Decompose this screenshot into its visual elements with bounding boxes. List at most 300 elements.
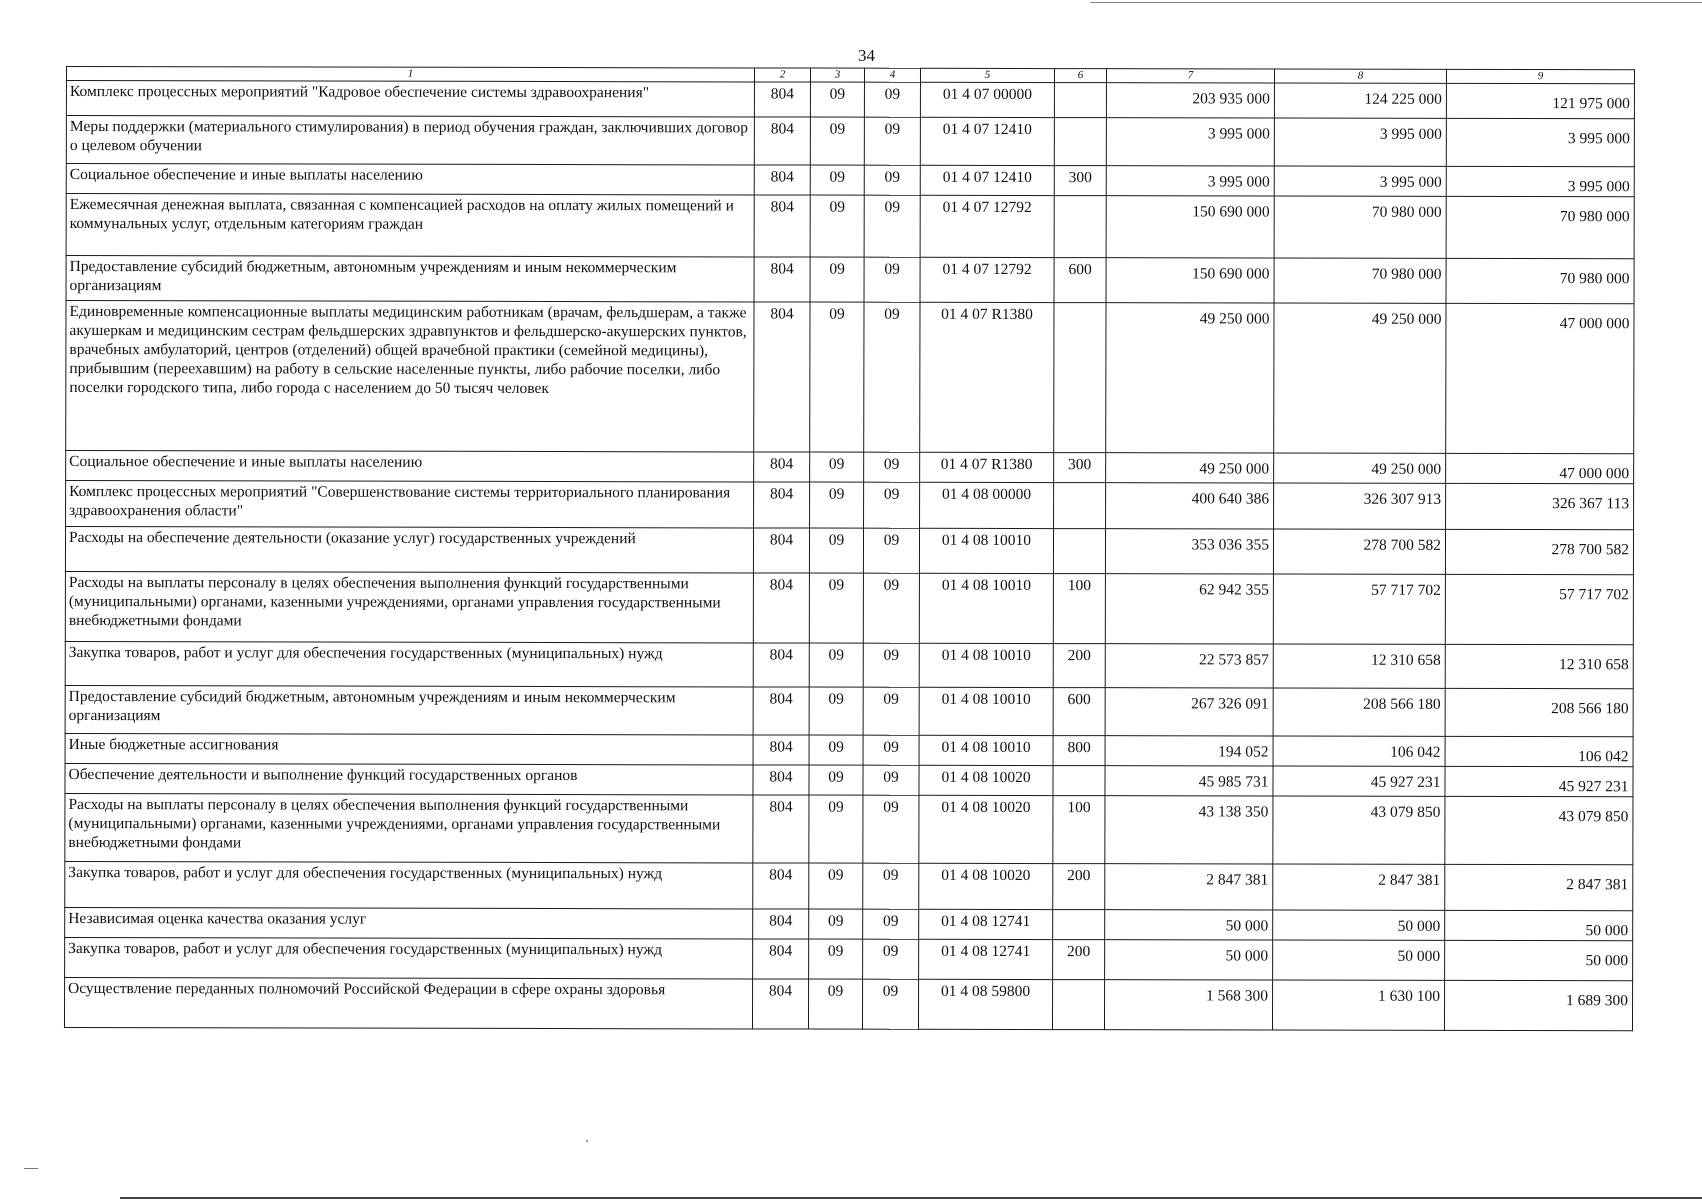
row-section-code-text: 09	[827, 912, 844, 930]
table-row	[65, 571, 1633, 644]
row-amount-col9	[1446, 196, 1634, 258]
row-amount-col9-text: 278 700 582	[1551, 541, 1630, 559]
col-header-3: 3	[810, 68, 864, 82]
row-subsection-code-text: 09	[883, 455, 900, 473]
row-name-text: Социальное обеспечение и иные выплаты населению	[69, 166, 423, 184]
row-amount-col9-text: 326 367 113	[1552, 495, 1630, 513]
row-amount-col8	[1272, 980, 1444, 1030]
row-amount-col9	[1445, 910, 1633, 940]
row-amount-col9-text: 57 717 702	[1559, 586, 1629, 604]
row-amount-col8	[1274, 83, 1446, 118]
row-name-text: Независимая оценка качества оказания услуг	[68, 910, 367, 928]
row-expense-type-text: 600	[1068, 261, 1092, 279]
row-target-article-text: 01 4 07 00000	[942, 85, 1033, 104]
row-section-code-text: 09	[828, 531, 845, 549]
row-amount-col8-text: 1 630 100	[1378, 987, 1441, 1005]
row-subsection-code-text: 09	[883, 738, 899, 756]
scan-edge-bottom	[120, 1197, 1702, 1199]
row-amount-col8-text: 3 995 000	[1379, 125, 1442, 143]
row-section-code-text: 09	[829, 305, 845, 323]
row-name-text: Комплекс процессных мероприятий "Совершенствование системы территориального планирования здравоохранения области"	[69, 483, 731, 520]
row-target-article-text: 01 4 07 12792	[942, 198, 1032, 217]
row-section-code-text: 09	[828, 646, 845, 664]
row-amount-col7	[1105, 864, 1273, 910]
row-name	[65, 861, 753, 908]
row-amount-col9	[1445, 940, 1633, 980]
row-amount-col9-text: 121 975 000	[1552, 95, 1630, 113]
row-ministry-code	[754, 452, 810, 482]
row-section-code	[810, 257, 864, 302]
row-target-article	[918, 979, 1052, 1029]
row-amount-col9	[1446, 258, 1634, 303]
row-name-text: Расходы на выплаты персоналу в целях обеспечения выполнения функций государственными (муниципальными) органами, казенными учреждениями, органами управления государственными внебюджетными фондами	[68, 796, 721, 852]
row-ministry-code-text: 804	[769, 738, 793, 756]
row-name-text: Закупка товаров, работ и услуг для обеспечения государственных (муниципальных) нужд	[68, 940, 663, 959]
row-amount-col7-text: 353 036 355	[1191, 536, 1270, 554]
row-ministry-code	[753, 573, 809, 643]
row-section-code	[810, 82, 864, 117]
row-target-article	[919, 735, 1053, 765]
row-name	[65, 763, 753, 794]
row-section-code	[808, 979, 862, 1029]
row-amount-col7-text: 50 000	[1225, 947, 1269, 965]
row-target-article-text: 01 4 08 10010	[941, 531, 1032, 550]
row-amount-col7	[1106, 483, 1274, 529]
row-section-code-text: 09	[828, 738, 844, 756]
row-name-text: Закупка товаров, работ и услуг для обеспечения государственных (муниципальных) нужд	[68, 644, 663, 663]
row-name-text: Единовременные компенсационные выплаты медицинским работникам (врачам, фельдшерам, а также акушеркам и медицинским сестрам фельдшерских здравпунктов и фельдшерско-акушерских пунктов, врачебных амбулаторий, центров (отделений) общей врачебной практики (семейной медицины), прибывшим (переехавшим) на работу в сельские населенные пункты, либо рабочие поселки, либо поселки городского типа, либо города с населением до 50 тысяч человек	[69, 303, 747, 398]
row-ministry-code-text: 804	[770, 85, 795, 103]
row-amount-col7-text: 45 985 731	[1198, 773, 1269, 791]
table-row	[65, 907, 1633, 940]
row-subsection-code	[863, 528, 919, 573]
row-amount-col8-text: 70 980 000	[1371, 203, 1442, 221]
row-amount-col9	[1445, 529, 1633, 574]
row-target-article	[920, 257, 1054, 302]
row-amount-col9-text: 3 995 000	[1567, 130, 1630, 148]
row-name-text: Ежемесячная денежная выплата, связанная с компенсацией расходов на оплату жилых помещений и коммунальных услуг, отдельным категориям граждан	[69, 196, 734, 233]
row-amount-col9-text: 43 079 850	[1558, 808, 1629, 826]
row-amount-col8	[1274, 453, 1446, 483]
row-amount-col8-text: 49 250 000	[1371, 310, 1442, 328]
row-expense-type	[1053, 688, 1105, 736]
row-amount-col8	[1274, 483, 1446, 529]
row-expense-type	[1054, 83, 1106, 118]
scan-mark	[24, 1168, 38, 1169]
row-subsection-code-text: 09	[883, 485, 900, 503]
row-section-code	[809, 795, 863, 863]
row-ministry-code-text: 804	[770, 120, 795, 138]
row-section-code-text: 09	[828, 576, 845, 594]
row-subsection-code	[864, 117, 920, 165]
row-amount-col8	[1274, 166, 1446, 196]
row-subsection-code	[864, 195, 920, 257]
row-subsection-code-text: 09	[884, 305, 900, 323]
row-name-text: Предоставление субсидий бюджетным, автономным учреждениям и иным некоммерческим организациям	[68, 688, 676, 725]
row-amount-col7-text: 3 995 000	[1207, 125, 1270, 143]
row-amount-col9-text: 70 980 000	[1559, 270, 1630, 288]
row-expense-type	[1053, 574, 1105, 644]
row-ministry-code-text: 804	[770, 455, 794, 473]
row-expense-type	[1053, 940, 1105, 980]
row-name-text: Иные бюджетные ассигнования	[68, 736, 279, 754]
row-amount-col7	[1106, 258, 1274, 303]
row-amount-col9-text: 70 980 000	[1559, 208, 1630, 226]
row-expense-type-text: 100	[1067, 577, 1092, 595]
row-expense-type-text: 600	[1067, 691, 1091, 709]
row-ministry-code-text: 804	[769, 485, 794, 503]
row-ministry-code	[753, 939, 809, 979]
row-subsection-code	[864, 82, 920, 117]
row-expense-type	[1054, 303, 1106, 453]
table-row	[65, 861, 1633, 910]
row-expense-type	[1053, 796, 1105, 864]
row-section-code	[809, 863, 863, 909]
row-expense-type	[1052, 980, 1104, 1030]
row-target-article	[919, 795, 1053, 863]
row-ministry-code	[753, 528, 809, 573]
row-target-article	[919, 643, 1053, 687]
row-section-code	[809, 528, 863, 573]
row-amount-col8-text: 2 847 381	[1378, 871, 1441, 889]
row-target-article	[919, 528, 1053, 573]
row-section-code-text: 09	[829, 198, 845, 216]
row-target-article	[919, 863, 1053, 909]
row-amount-col9-text: 106 042	[1578, 748, 1629, 766]
row-ministry-code-text: 804	[769, 942, 793, 960]
row-target-article-text: 01 4 08 10010	[941, 690, 1031, 709]
row-amount-col7	[1105, 688, 1273, 736]
row-subsection-code	[864, 257, 920, 302]
row-section-code	[810, 165, 864, 195]
row-subsection-code	[863, 735, 919, 765]
row-ministry-code	[754, 195, 810, 257]
row-amount-col7	[1105, 529, 1273, 574]
row-amount-col7	[1106, 453, 1274, 483]
row-amount-col7-text: 203 935 000	[1192, 90, 1270, 108]
row-amount-col7	[1104, 980, 1272, 1030]
row-name	[66, 301, 754, 452]
table-row	[65, 733, 1633, 766]
row-name	[65, 641, 753, 686]
row-amount-col8	[1273, 574, 1445, 644]
row-subsection-code-text: 09	[882, 912, 899, 930]
row-subsection-code	[863, 863, 919, 909]
table-row	[65, 641, 1633, 688]
row-name-text: Закупка товаров, работ и услуг для обеспечения государственных (муниципальных) нужд	[68, 864, 663, 883]
row-amount-col8	[1274, 118, 1446, 166]
row-amount-col7	[1106, 303, 1274, 453]
row-amount-col7-text: 43 138 350	[1198, 803, 1269, 821]
row-ministry-code	[754, 165, 810, 195]
row-amount-col9	[1446, 453, 1634, 483]
row-ministry-code	[753, 909, 809, 939]
table-row	[64, 977, 1632, 1030]
row-ministry-code-text: 804	[770, 198, 794, 216]
table-row	[65, 793, 1633, 864]
col-header-1: 1	[66, 67, 754, 82]
row-subsection-code-text: 09	[882, 982, 899, 1000]
row-expense-type	[1053, 644, 1105, 688]
row-amount-col8	[1273, 688, 1445, 736]
row-amount-col7-text: 49 250 000	[1199, 460, 1270, 478]
row-target-article-text: 01 4 08 10010	[941, 576, 1031, 595]
row-name-text: Меры поддержки (материального стимулирования) в период обучения граждан, заключивших договор о целевом обучении	[69, 118, 749, 155]
row-amount-col8-text: 278 700 582	[1363, 536, 1442, 554]
row-name-text: Социальное обеспечение и иные выплаты населению	[69, 453, 423, 471]
row-amount-col9-text: 208 566 180	[1551, 700, 1629, 718]
row-amount-col7-text: 267 326 091	[1191, 695, 1269, 713]
row-name	[65, 685, 753, 734]
row-target-article-text: 01 4 08 10010	[941, 738, 1031, 757]
row-target-article	[919, 687, 1053, 735]
row-target-article-text: 01 4 07 R1380	[940, 455, 1033, 474]
row-amount-col9-text: 47 000 000	[1559, 315, 1630, 333]
row-target-article	[920, 482, 1054, 528]
row-name-text: Расходы на выплаты персоналу в целях обеспечения выполнения функций государственными (муниципальными) органами, казенными учреждениями, органами управления государственными внебюджетными фондами	[68, 574, 721, 630]
row-amount-col7-text: 400 640 386	[1191, 490, 1270, 508]
row-amount-col8	[1273, 940, 1445, 980]
col-header-9: 9	[1446, 69, 1634, 83]
row-expense-type	[1053, 736, 1105, 766]
row-amount-col7	[1105, 910, 1273, 940]
table-row	[66, 301, 1634, 454]
row-target-article-text: 01 4 08 10020	[941, 866, 1031, 885]
row-expense-type	[1054, 258, 1106, 303]
page-number: 34	[858, 46, 875, 65]
row-amount-col7	[1105, 644, 1273, 688]
row-name	[64, 977, 752, 1028]
row-amount-col8	[1273, 529, 1445, 574]
row-ministry-code-text: 804	[768, 982, 793, 1000]
row-section-code	[809, 687, 863, 735]
row-amount-col9	[1445, 644, 1633, 688]
row-amount-col9	[1446, 303, 1634, 453]
row-amount-col8	[1273, 736, 1445, 766]
row-amount-col9-text: 50 000	[1585, 952, 1629, 970]
table-row	[66, 194, 1634, 259]
row-amount-col8-text: 50 000	[1397, 917, 1441, 935]
row-subsection-code-text: 09	[883, 646, 900, 664]
row-amount-col7	[1106, 166, 1274, 196]
row-amount-col8-text: 12 310 658	[1370, 651, 1441, 669]
row-name	[66, 81, 754, 117]
row-section-code-text: 09	[829, 120, 846, 138]
row-target-article	[919, 909, 1053, 939]
row-subsection-code-text: 09	[883, 768, 899, 786]
row-amount-col8	[1274, 196, 1446, 258]
row-target-article	[920, 82, 1054, 117]
row-ministry-code	[753, 735, 809, 765]
row-amount-col8	[1273, 910, 1445, 940]
row-section-code	[809, 765, 863, 795]
row-ministry-code	[753, 863, 809, 909]
row-subsection-code	[863, 795, 919, 863]
row-ministry-code-text: 804	[769, 531, 794, 549]
row-amount-col8-text: 106 042	[1390, 743, 1441, 761]
row-subsection-code	[864, 165, 920, 195]
row-amount-col8-text: 43 079 850	[1370, 803, 1441, 821]
col-header-6: 6	[1054, 69, 1106, 83]
row-target-article-text: 01 4 08 10020	[941, 768, 1031, 787]
row-amount-col9-text: 47 000 000	[1559, 465, 1630, 483]
row-name-text: Осуществление переданных полномочий Российской Федерации в сфере охраны здоровья	[68, 980, 666, 999]
row-name	[66, 116, 754, 165]
row-expense-type-text: 200	[1067, 867, 1091, 885]
row-ministry-code-text: 804	[769, 768, 793, 786]
row-amount-col8	[1273, 766, 1445, 796]
row-expense-type-text: 300	[1068, 456, 1092, 474]
row-subsection-code-text: 09	[883, 866, 899, 884]
row-subsection-code-text: 09	[884, 260, 900, 278]
row-ministry-code-text: 804	[769, 798, 793, 816]
col-header-5: 5	[920, 68, 1054, 82]
row-section-code-text: 09	[827, 982, 844, 1000]
row-target-article-text: 01 4 08 12741	[941, 912, 1031, 931]
row-amount-col7	[1105, 940, 1273, 980]
row-amount-col7	[1105, 796, 1273, 864]
row-amount-col8-text: 3 995 000	[1379, 173, 1442, 191]
row-target-article-text: 01 4 08 10010	[941, 646, 1031, 665]
row-ministry-code-text: 804	[769, 866, 793, 884]
row-expense-type-text: 200	[1067, 647, 1091, 665]
row-expense-type-text: 200	[1067, 943, 1091, 961]
row-subsection-code-text: 09	[884, 168, 901, 186]
row-ministry-code	[754, 257, 810, 302]
row-amount-col7-text: 1 568 300	[1206, 987, 1269, 1005]
row-expense-type	[1054, 453, 1106, 483]
row-subsection-code	[862, 979, 918, 1029]
row-name	[65, 733, 753, 764]
row-subsection-code-text: 09	[883, 531, 900, 549]
row-name	[65, 937, 753, 978]
row-ministry-code	[754, 302, 810, 452]
row-subsection-code	[864, 302, 920, 452]
row-subsection-code	[863, 687, 919, 735]
scan-edge-top	[1090, 2, 1702, 3]
row-amount-col9	[1446, 118, 1634, 166]
row-subsection-code	[863, 643, 919, 687]
row-section-code-text: 09	[828, 455, 845, 473]
row-amount-col7	[1106, 118, 1274, 166]
row-amount-col9	[1445, 688, 1633, 736]
row-ministry-code-text: 804	[770, 168, 794, 186]
row-section-code-text: 09	[828, 690, 844, 708]
row-subsection-code-text: 09	[882, 942, 899, 960]
row-expense-type-text: 300	[1068, 169, 1092, 187]
table-row	[66, 256, 1634, 304]
row-expense-type-text: 800	[1067, 739, 1091, 757]
row-amount-col7-text: 2 847 381	[1206, 871, 1269, 889]
col-header-4: 4	[864, 68, 920, 82]
row-section-code-text: 09	[828, 798, 844, 816]
row-expense-type	[1054, 166, 1106, 196]
table-row	[66, 164, 1634, 197]
row-ministry-code	[754, 482, 810, 528]
row-name-text: Расходы на обеспечение деятельности (оказание услуг) государственных учреждений	[68, 529, 636, 548]
row-subsection-code	[863, 765, 919, 795]
row-target-article	[919, 939, 1053, 979]
row-amount-col9	[1445, 796, 1633, 864]
row-target-article	[920, 302, 1054, 452]
budget-table-container	[64, 66, 1634, 1031]
row-name	[66, 481, 754, 528]
row-amount-col8	[1273, 796, 1445, 864]
row-target-article-text: 01 4 07 R1380	[941, 305, 1033, 324]
row-amount-col9	[1445, 864, 1633, 910]
row-amount-col7	[1106, 83, 1274, 118]
col-header-7: 7	[1106, 69, 1274, 83]
row-target-article-text: 01 4 07 12410	[942, 168, 1032, 187]
row-section-code	[810, 117, 864, 165]
row-name	[65, 907, 753, 938]
row-section-code	[810, 302, 864, 452]
row-amount-col7-text: 194 052	[1218, 743, 1269, 761]
row-name-text: Комплекс процессных мероприятий "Кадровое обеспечение системы здравоохранения"	[69, 83, 650, 102]
row-amount-col8-text: 70 980 000	[1371, 265, 1442, 283]
row-amount-col8-text: 45 927 231	[1370, 773, 1441, 791]
table-body	[64, 81, 1634, 1031]
table-row	[66, 116, 1634, 167]
table-row	[66, 451, 1634, 484]
row-amount-col7-text: 62 942 355	[1199, 581, 1269, 599]
row-section-code	[809, 939, 863, 979]
row-name	[66, 164, 754, 195]
row-amount-col7	[1105, 574, 1273, 644]
row-section-code-text: 09	[828, 768, 844, 786]
row-ministry-code	[752, 979, 808, 1029]
row-target-article	[919, 765, 1053, 795]
row-name	[66, 451, 754, 482]
row-amount-col7-text: 50 000	[1225, 917, 1269, 935]
row-target-article-text: 01 4 08 10020	[941, 798, 1031, 817]
row-amount-col9-text: 3 995 000	[1567, 178, 1630, 196]
row-section-code-text: 09	[827, 942, 844, 960]
row-ministry-code-text: 804	[769, 646, 793, 664]
row-section-code	[810, 195, 864, 257]
row-section-code-text: 09	[829, 168, 846, 186]
row-amount-col9-text: 2 847 381	[1566, 876, 1629, 894]
budget-table	[64, 66, 1635, 1031]
row-section-code	[809, 735, 863, 765]
row-name	[66, 256, 754, 302]
row-target-article	[920, 452, 1054, 482]
row-name	[66, 194, 754, 257]
row-ministry-code-text: 804	[769, 912, 793, 930]
row-section-code	[809, 909, 863, 939]
row-amount-col9-text: 50 000	[1585, 922, 1629, 940]
row-ministry-code	[753, 643, 809, 687]
row-section-code	[809, 643, 863, 687]
row-target-article-text: 01 4 07 12410	[942, 120, 1032, 139]
row-amount-col9	[1445, 574, 1633, 644]
row-target-article	[919, 573, 1053, 643]
row-ministry-code-text: 804	[770, 260, 794, 278]
row-amount-col7-text: 150 690 000	[1192, 265, 1270, 283]
row-ministry-code	[753, 795, 809, 863]
table-row	[65, 527, 1633, 575]
table-row	[66, 81, 1634, 119]
row-section-code	[810, 482, 864, 528]
row-subsection-code-text: 09	[883, 576, 900, 594]
row-section-code-text: 09	[829, 260, 845, 278]
row-amount-col7-text: 3 995 000	[1207, 173, 1270, 191]
row-amount-col9-text: 1 689 300	[1566, 992, 1629, 1010]
table-row	[65, 763, 1633, 796]
row-expense-type-text: 100	[1067, 799, 1091, 817]
row-amount-col7-text: 49 250 000	[1199, 310, 1270, 328]
row-amount-col9-text: 45 927 231	[1558, 778, 1629, 796]
